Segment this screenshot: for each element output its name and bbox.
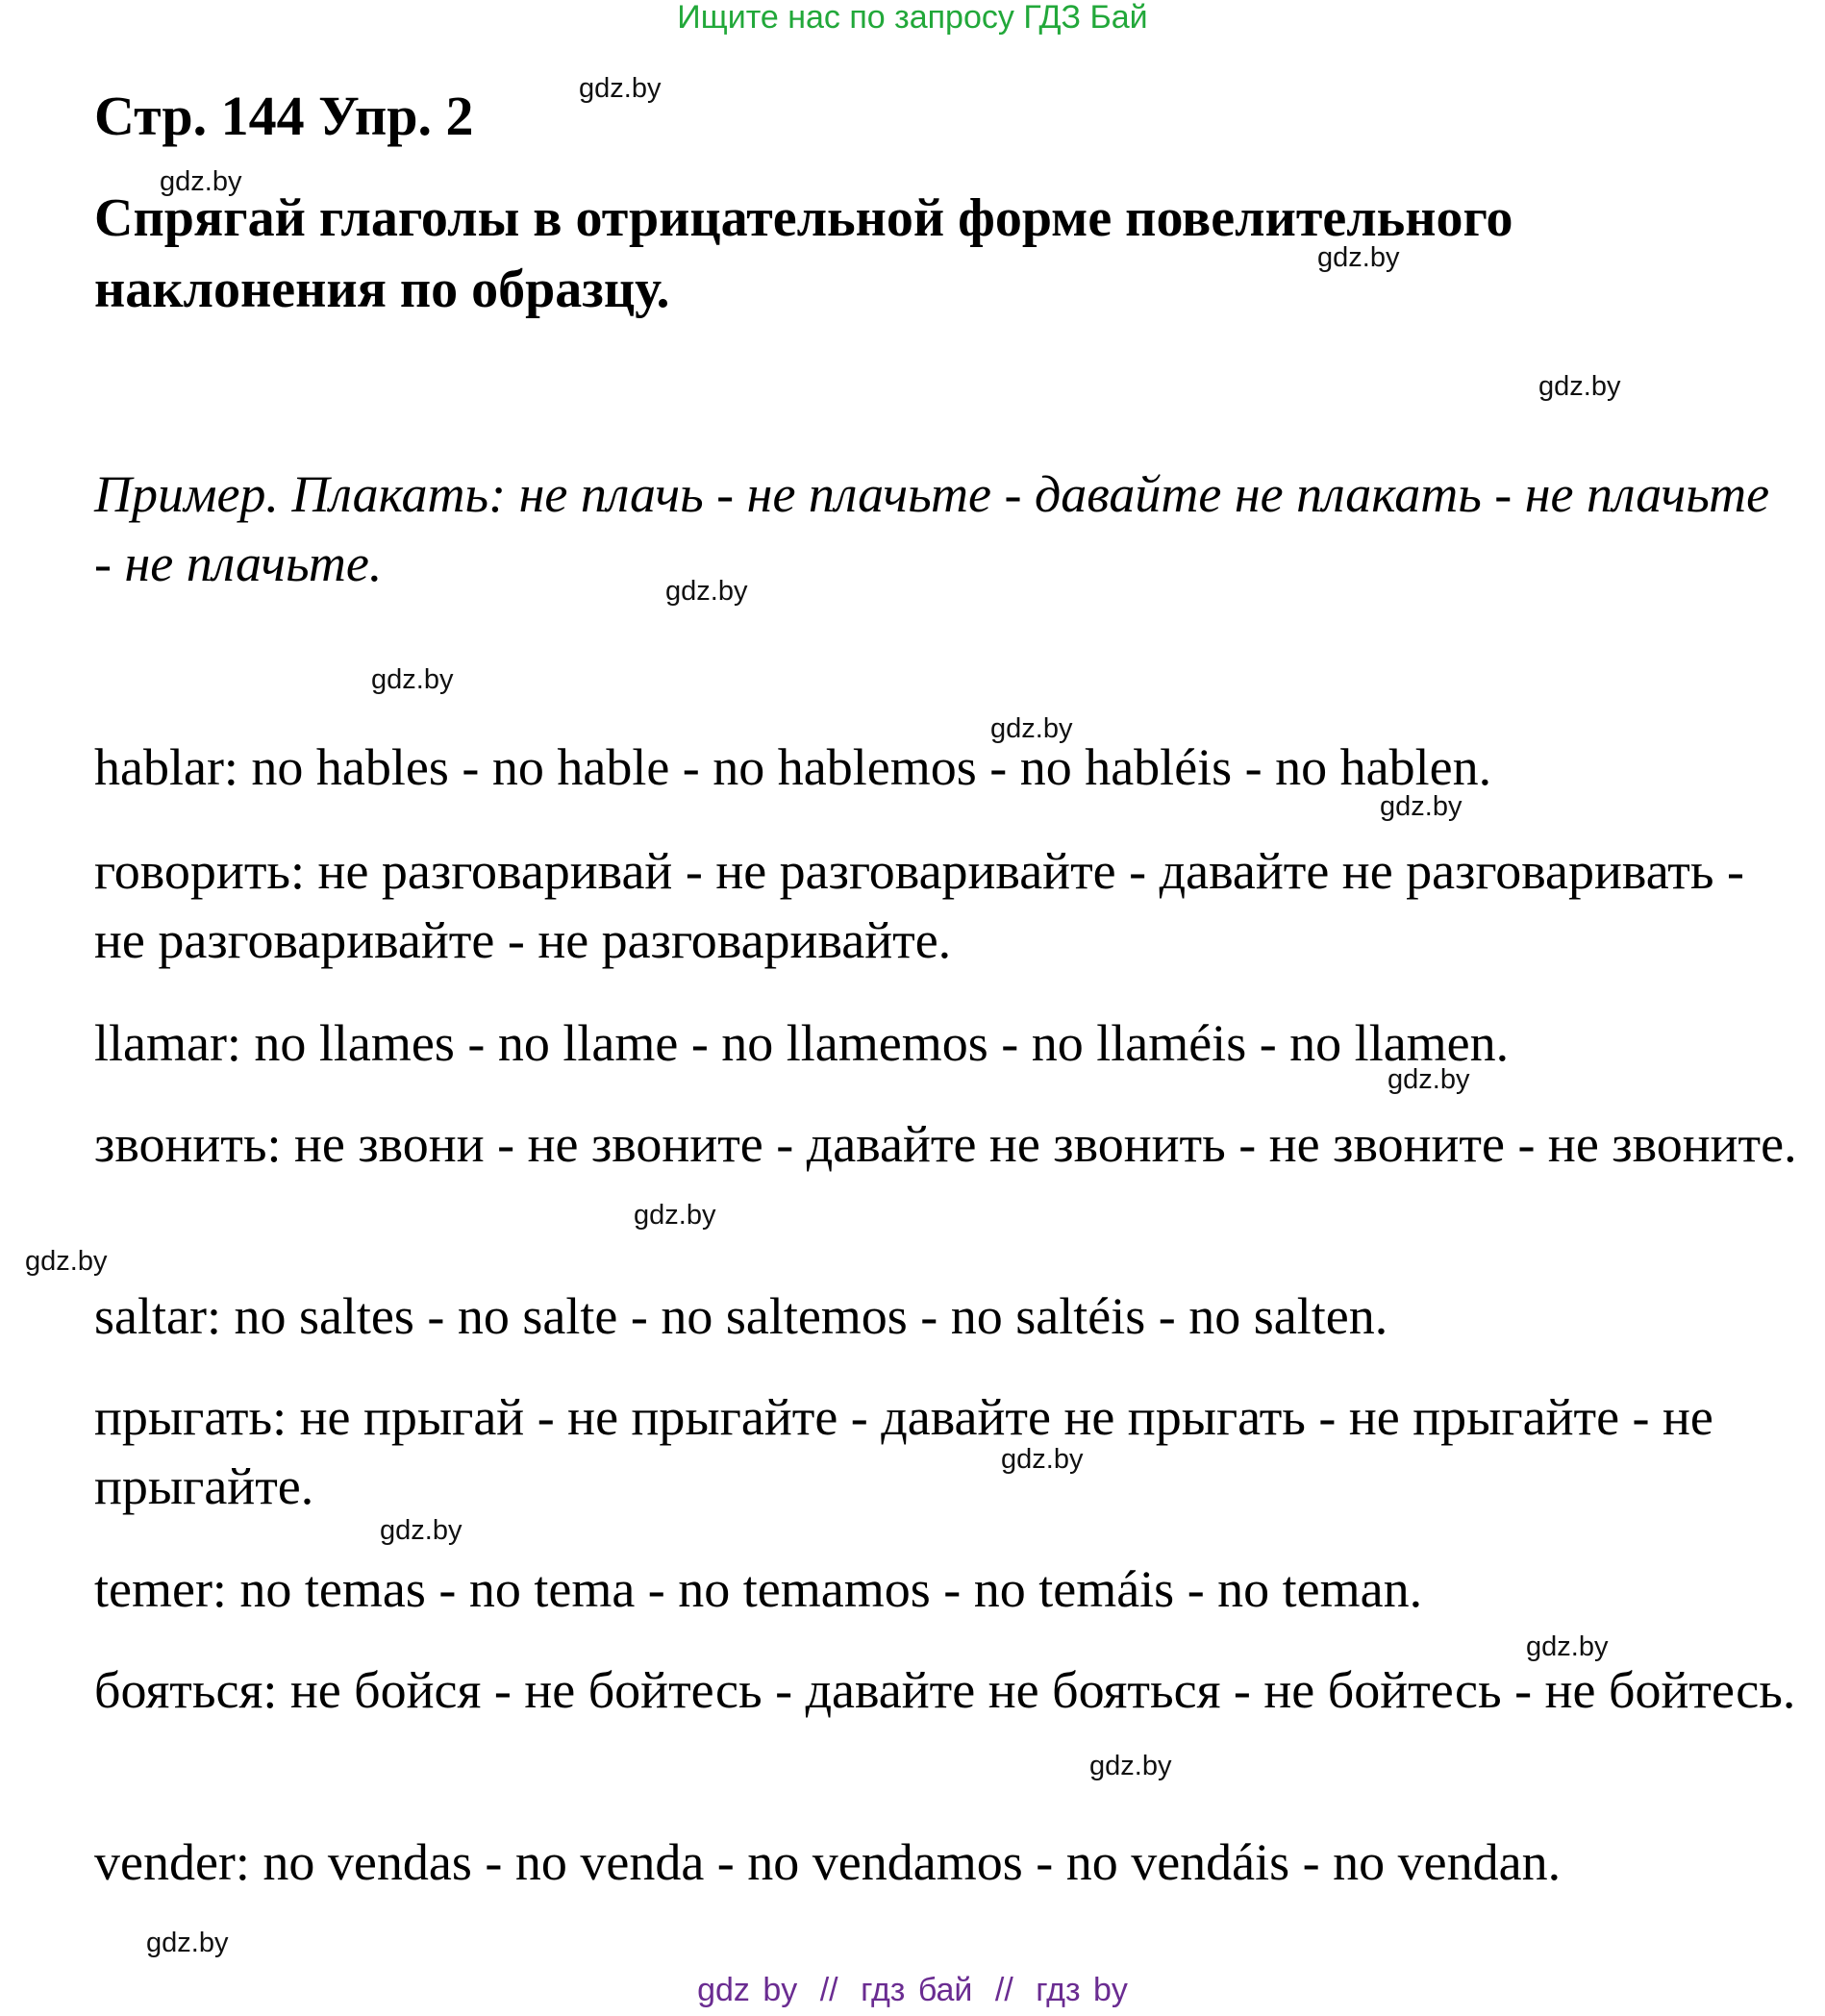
watermark: gdz.by (371, 664, 454, 695)
watermark: gdz.by (579, 73, 662, 104)
footer-link-gdz-by[interactable]: gdz by (697, 1972, 798, 2008)
watermark: gdz.by (1538, 371, 1621, 402)
answer-line-zvonit: звонить: не звони - не звоните - давайте не звонить - не звоните - не звоните. (94, 1115, 1797, 1173)
footer-links (0, 1973, 1825, 2007)
watermark: gdz.by (1388, 1064, 1470, 1095)
watermark: gdz.by (1380, 791, 1462, 822)
watermark: gdz.by (160, 166, 242, 197)
example-text: Пример. Плакать: не плачь - не плачьте - давайте не плакать - не плачьте - не плачьте. (94, 465, 1770, 592)
watermark: gdz.by (665, 576, 748, 607)
watermark: gdz.by (1526, 1631, 1609, 1662)
watermark: gdz.by (990, 713, 1073, 744)
answer-line-saltar: saltar: no saltes - no salte - no saltemos - no saltéis - no salten. (94, 1287, 1388, 1345)
watermark: gdz.by (1001, 1444, 1084, 1475)
search-banner: Ищите нас по запросу ГДЗ Бай (677, 0, 1148, 36)
answer-line-vender: vender: no vendas - no venda - no vendamos - no vendáis - no vendan. (94, 1833, 1562, 1891)
answer-line-govorit: говорить: не разговаривай - не разговаривайте - давайте не разговаривать - не разговаривайте - не разговаривайте. (94, 842, 1744, 969)
answer-line-boyatsya: бояться: не бойся - не бойтесь - давайте не бояться - не бойтесь - не бойтесь. (94, 1661, 1796, 1719)
answer-line-hablar: hablar: no hables - no hable - no hablemos - no habléis - no hablen. (94, 738, 1492, 796)
answer-line-llamar: llamar: no llames - no llame - no llamemos - no llaméis - no llamen. (94, 1014, 1510, 1072)
watermark: gdz.by (25, 1246, 108, 1277)
watermark: gdz.by (634, 1200, 716, 1231)
watermark: gdz.by (380, 1515, 462, 1546)
watermark: gdz.by (1317, 242, 1400, 273)
page-title: Стр. 144 Упр. 2 (94, 85, 474, 147)
footer-separator: // (819, 1972, 838, 2008)
watermark: gdz.by (146, 1928, 229, 1958)
watermark: gdz.by (1089, 1751, 1172, 1781)
answer-line-temer: temer: no temas - no tema - no temamos - no temáis - no teman. (94, 1560, 1423, 1618)
task-instruction: Спрягай глаголы в отрицательной форме повелительного наклонения по образцу. (94, 188, 1513, 319)
footer-link-gdz-bay[interactable]: гдз бай (861, 1972, 973, 2008)
answer-line-prygat: прыгать: не прыгай - не прыгайте - давайте не прыгать - не прыгайте - не прыгайте. (94, 1388, 1713, 1515)
footer-separator: // (994, 1972, 1013, 2008)
footer-link-gdz-by-ru[interactable]: гдз by (1036, 1972, 1128, 2008)
